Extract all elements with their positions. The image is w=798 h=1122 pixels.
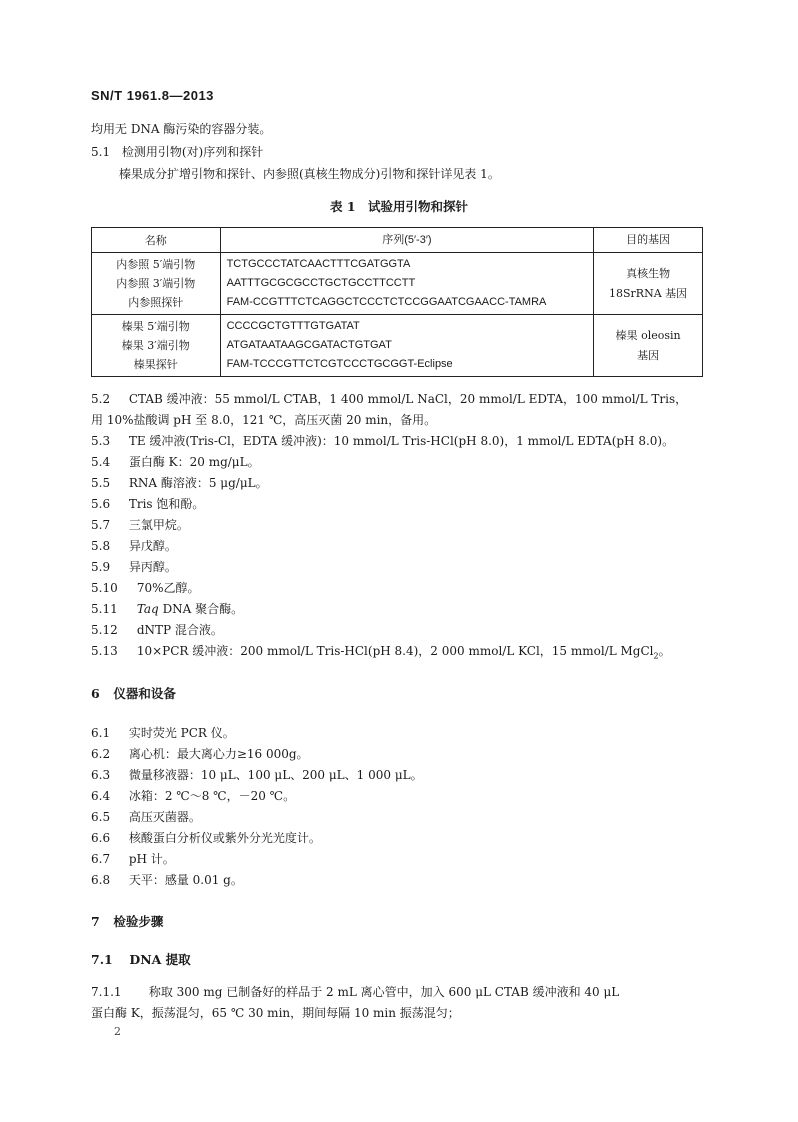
clause-number: 5.13	[91, 644, 118, 658]
clause-5-6	[91, 496, 204, 512]
clause-5-11	[91, 601, 243, 617]
clause-number: 5.11	[91, 602, 118, 616]
clause-text: 核酸蛋白分析仪或紫外分光光度计。	[128, 831, 321, 845]
gene-line: 真核生物	[626, 266, 671, 280]
clause-number: 5.3	[91, 434, 111, 448]
clause-number: 5.2	[91, 392, 111, 406]
clause-text: 高压灭菌器。	[128, 810, 201, 824]
section-title: 检验步骤	[113, 914, 164, 929]
clause-number: 5.10	[91, 581, 118, 595]
section-number: 6	[91, 686, 100, 701]
clause-text: 实时荧光 PCR 仪。	[128, 726, 235, 740]
sequence-cell	[220, 253, 594, 315]
clause-text: Tris 饱和酚。	[128, 497, 205, 511]
clause-6-5	[91, 809, 201, 825]
probe-sequence: FAM-TCCCGTTCTCGTCCCTGCGGT-Eclipse	[226, 358, 453, 370]
clause-6-3	[91, 767, 423, 783]
clause-title: DNA 提取	[129, 952, 191, 967]
clause-6-6	[91, 830, 321, 846]
primer-sequence: CCCCGCTGTTTGTGATAT	[226, 320, 360, 332]
clause-number: 6.8	[91, 873, 111, 887]
clause-text: 三氯甲烷。	[128, 518, 189, 532]
clause-6-8	[91, 872, 243, 888]
clause-text: CTAB 缓冲液：55 mmol/L CTAB，1 400 mmol/L NaCl，20 mmol/L EDTA，100 mmol/L Tris，	[128, 392, 688, 406]
clause-5-8	[91, 538, 177, 554]
clause-text: 离心机：最大离心力≥16 000g。	[128, 747, 309, 761]
document-id-header: SN/T 1961.8—2013	[91, 88, 214, 103]
clause-6-4	[91, 788, 295, 804]
clause-5-4	[91, 454, 260, 470]
clause-6-2	[91, 746, 309, 762]
clause-number: 6.3	[91, 768, 111, 782]
clause-5-10	[91, 580, 200, 596]
gene-line: 18SrRNA 基因	[609, 286, 688, 300]
primer-name: 内参照 5′端引物	[116, 258, 196, 271]
primer-name: 内参照 3′端引物	[116, 277, 196, 290]
gene-line: 基因	[637, 348, 660, 362]
primer-name: 榛果 3′端引物	[121, 339, 190, 352]
section-6-heading	[91, 684, 176, 702]
clause-7-1-1	[91, 984, 619, 1000]
probe-name: 内参照探针	[128, 296, 184, 309]
clause-text: DNA 聚合酶。	[158, 602, 244, 616]
primer-sequence: ATGATAATAAGCGATACTGTGAT	[226, 339, 392, 351]
col-header-name: 名称	[92, 228, 221, 253]
clause-text: 冰箱：2 ℃～8 ℃，－20 ℃。	[128, 789, 296, 803]
clause-5-7	[91, 517, 189, 533]
clause-number: 5.7	[91, 518, 111, 532]
col-header-gene: 目的基因	[594, 228, 703, 253]
table-row-group-reference	[92, 253, 703, 315]
subscript: 2	[653, 651, 659, 661]
table-caption: 表 1 试验用引物和探针	[329, 199, 469, 214]
clause-5-9	[91, 559, 177, 575]
name-cell	[92, 253, 221, 315]
clause-text: 微量移液器：10 μL、100 μL、200 μL、1 000 μL。	[128, 768, 423, 782]
clause-6-1	[91, 725, 235, 741]
primer-sequence: AATTTGCGCGCCTGCTGCCTTCCTT	[226, 277, 416, 289]
clause-text: 天平：感量 0.01 g。	[128, 873, 243, 887]
table-row-group-hazelnut	[92, 315, 703, 377]
paragraph-continuation: 均用无 DNA 酶污染的容器分装。	[91, 122, 272, 136]
clause-number: 5.6	[91, 497, 111, 511]
clause-number: 5.9	[91, 560, 111, 574]
clause-text: 异戊醇。	[128, 539, 177, 553]
section-number: 7	[91, 914, 100, 929]
clause-text: 10×PCR 缓冲液：200 mmol/L Tris-HCl(pH 8.4)，2 000 mmol/L KCl，15 mmol/L MgCl	[136, 644, 654, 658]
clause-number: 6.1	[91, 726, 111, 740]
clause-number: 6.5	[91, 810, 111, 824]
clause-7-1-heading	[91, 950, 191, 968]
clause-number: 6.7	[91, 852, 111, 866]
clause-5-12	[91, 622, 223, 638]
clause-5-2	[91, 391, 687, 407]
taq-italic: Taq	[136, 602, 159, 616]
gene-cell	[594, 253, 703, 315]
clause-text: dNTP 混合液。	[136, 623, 223, 637]
primer-sequence: TCTGCCCTATCAACTTTCGATGGTA	[226, 258, 411, 270]
probe-sequence: FAM-CCGTTTCTCAGGCTCCCTCTCCGGAATCGAACC-TAMRA	[226, 296, 547, 308]
clause-number: 6.4	[91, 789, 111, 803]
name-cell	[92, 315, 221, 377]
gene-line: 榛果 oleosin	[615, 328, 681, 342]
primer-name: 榛果 5′端引物	[121, 320, 190, 333]
clause-5-3	[91, 433, 674, 449]
clause-title: 检测用引物(对)序列和探针	[121, 145, 264, 159]
clause-6-7	[91, 851, 175, 867]
clause-end: 。	[658, 644, 671, 658]
col-header-sequence: 序列(5′-3′)	[220, 228, 594, 253]
page-number: 2	[114, 1025, 121, 1038]
clause-5-1-text: 榛果成分扩增引物和探针、内参照(真核生物成分)引物和探针详见表 1。	[119, 167, 500, 181]
clause-text: 70%乙醇。	[136, 581, 200, 595]
table-header-row	[92, 228, 703, 253]
gene-cell	[594, 315, 703, 377]
primer-probe-table	[91, 227, 703, 377]
section-7-heading	[91, 912, 163, 930]
clause-number: 5.1	[91, 145, 111, 159]
clause-number: 6.6	[91, 831, 111, 845]
clause-text: TE 缓冲液(Tris-Cl，EDTA 缓冲液)：10 mmol/L Tris-HCl(pH 8.0)，1 mmol/L EDTA(pH 8.0)。	[128, 434, 675, 448]
clause-number: 7.1	[91, 952, 113, 967]
clause-number: 5.8	[91, 539, 111, 553]
clause-text: RNA 酶溶液：5 μg/μL。	[128, 476, 268, 490]
clause-text: 蛋白酶 K：20 mg/μL。	[128, 455, 260, 469]
clause-7-1-1-cont: 蛋白酶 K，振荡混匀，65 ℃ 30 min，期间每隔 10 min 振荡混匀；	[91, 1006, 460, 1020]
clause-5-13	[91, 643, 671, 664]
clause-text: 异丙醇。	[128, 560, 177, 574]
clause-5-2-cont: 用 10%盐酸调 pH 至 8.0，121 ℃，高压灭菌 20 min，备用。	[91, 413, 437, 427]
clause-5-1	[91, 144, 263, 160]
clause-number: 5.4	[91, 455, 111, 469]
clause-number: 5.12	[91, 623, 118, 637]
section-title: 仪器和设备	[113, 686, 176, 701]
clause-text: 称取 300 mg 已制备好的样品于 2 mL 离心管中，加入 600 μL CTAB 缓冲液和 40 μL	[148, 985, 620, 999]
clause-number: 7.1.1	[91, 985, 122, 999]
sequence-cell	[220, 315, 594, 377]
clause-number: 6.2	[91, 747, 111, 761]
clause-number: 5.5	[91, 476, 111, 490]
clause-5-5	[91, 475, 268, 491]
probe-name: 榛果探针	[133, 358, 178, 371]
clause-text: pH 计。	[128, 852, 175, 866]
